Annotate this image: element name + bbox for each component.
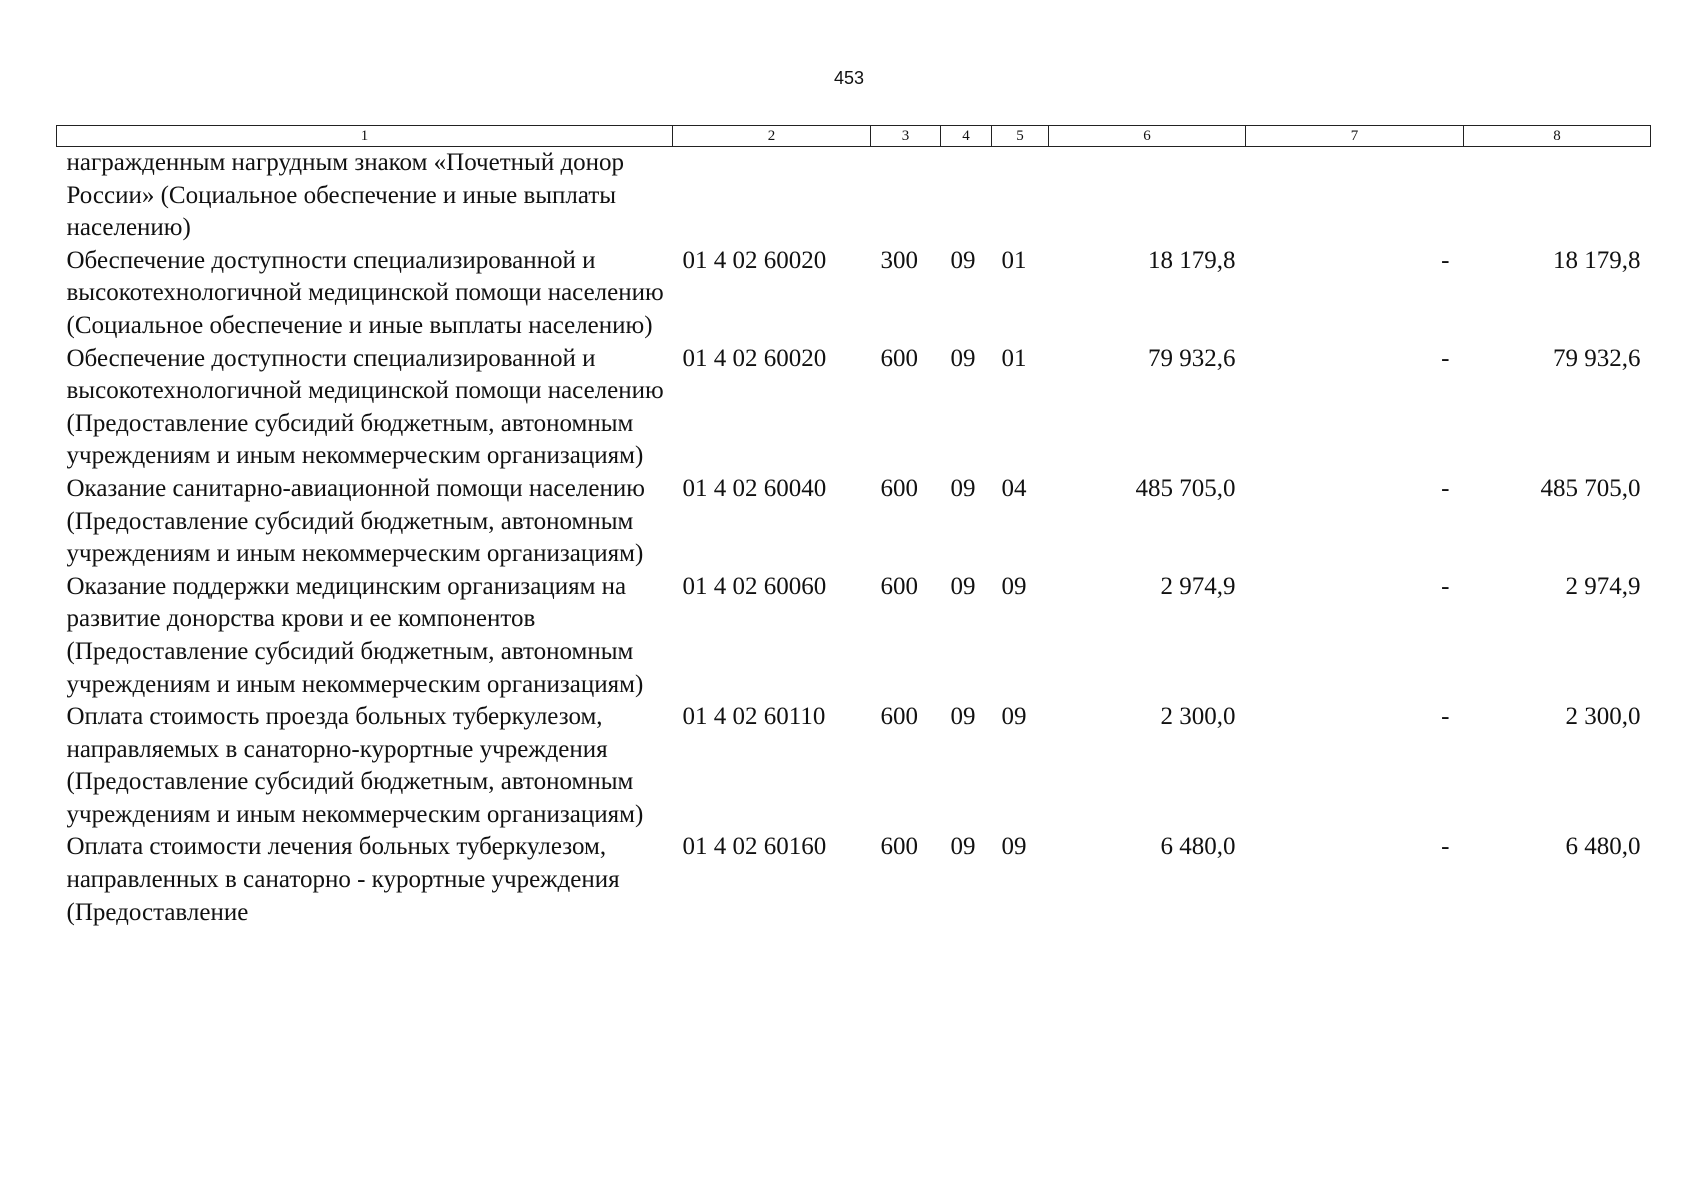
table-row: [57, 831, 1651, 929]
subsection-code: [992, 147, 1049, 245]
table-row: [57, 245, 1651, 343]
amount-cell: -: [1441, 833, 1450, 861]
column-number: 6: [1049, 126, 1246, 147]
amount-cell: 6 480,0: [1160, 833, 1236, 861]
table-header: [57, 126, 1651, 147]
target-article-code: 01 4 02 60160: [682, 833, 827, 861]
target-article-code: 01 4 02 60020: [682, 344, 827, 372]
amount-cell: 6 480,0: [1565, 833, 1641, 861]
table-body: [57, 147, 1651, 930]
column-number: 4: [941, 126, 992, 147]
amount-cell: [1246, 147, 1464, 245]
section-code: [941, 147, 992, 245]
section-code: 09: [950, 344, 976, 372]
expense-type-code: 600: [880, 833, 918, 861]
table-row: [57, 701, 1651, 831]
expense-type-code: 600: [880, 344, 918, 372]
section-code: 09: [950, 474, 976, 502]
amount-cell: 2 974,9: [1565, 572, 1641, 600]
expense-name: награжденным нагрудным знаком «Почетный донор России» (Социальное обеспечение и иные выплаты населению): [66, 149, 625, 242]
amount-cell: -: [1441, 703, 1450, 731]
table-row: [57, 473, 1651, 571]
subsection-code: 09: [1001, 703, 1027, 731]
target-article-code: [673, 147, 871, 245]
amount-cell: -: [1441, 344, 1450, 372]
amount-cell: 485 705,0: [1540, 474, 1641, 502]
table-row: [57, 571, 1651, 701]
target-article-code: 01 4 02 60020: [682, 246, 827, 274]
amount-cell: -: [1441, 572, 1450, 600]
subsection-code: 09: [1001, 833, 1027, 861]
target-article-code: 01 4 02 60060: [682, 572, 827, 600]
column-number: 2: [673, 126, 871, 147]
amount-cell: [1464, 147, 1651, 245]
subsection-code: 01: [1001, 246, 1027, 274]
budget-table: [56, 125, 1651, 929]
section-code: 09: [950, 703, 976, 731]
expense-type-code: 600: [880, 474, 918, 502]
expense-name: Оплата стоимости лечения больных туберкулезом, направленных в санаторно - курортные учреждения (Предоставление: [66, 833, 620, 926]
expense-type-code: 300: [880, 246, 918, 274]
section-code: 09: [950, 246, 976, 274]
amount-cell: -: [1441, 474, 1450, 502]
expense-name: Оплата стоимость проезда больных туберкулезом, направляемых в санаторно-курортные учреждения (Предоставление субсидий бюджетным, автономным учреждениям и иным некоммерческим организациям): [66, 703, 644, 828]
section-code: 09: [950, 572, 976, 600]
expense-name: Обеспечение доступности специализированной и высокотехнологичной медицинской помощи населению (Социальное обеспечение и иные выплаты населению): [66, 246, 664, 339]
column-number: 8: [1464, 126, 1651, 147]
table-row: [57, 147, 1651, 245]
amount-cell: 485 705,0: [1135, 474, 1236, 502]
amount-cell: 2 300,0: [1565, 703, 1641, 731]
expense-type-code: 600: [880, 703, 918, 731]
subsection-code: 09: [1001, 572, 1027, 600]
amount-cell: 79 932,6: [1553, 344, 1641, 372]
target-article-code: 01 4 02 60040: [682, 474, 827, 502]
amount-cell: 2 300,0: [1160, 703, 1236, 731]
column-number: 3: [871, 126, 941, 147]
amount-cell: 2 974,9: [1160, 572, 1236, 600]
expense-name: Оказание поддержки медицинским организациям на развитие донорства крови и ее компонентов (Предоставление субсидий бюджетным, автономным учреждениям и иным некоммерческим организациям): [66, 572, 644, 698]
section-code: 09: [950, 833, 976, 861]
subsection-code: 04: [1001, 474, 1027, 502]
amount-cell: 79 932,6: [1148, 344, 1236, 372]
expense-name: Обеспечение доступности специализированной и высокотехнологичной медицинской помощи населению (Предоставление субсидий бюджетным, автономным учреждениям и иным некоммерческим организациям): [66, 344, 664, 470]
column-number-row: [57, 126, 1651, 147]
column-number: 1: [57, 126, 673, 147]
expense-name: Оказание санитарно-авиационной помощи населению (Предоставление субсидий бюджетным, автономным учреждениям и иным некоммерческим организациям): [66, 474, 645, 568]
subsection-code: 01: [1001, 344, 1027, 372]
amount-cell: [1049, 147, 1246, 245]
amount-cell: 18 179,8: [1148, 246, 1236, 274]
column-number: 7: [1246, 126, 1464, 147]
table-row: [57, 343, 1651, 473]
amount-cell: 18 179,8: [1553, 246, 1641, 274]
expense-type-code: [871, 147, 941, 245]
target-article-code: 01 4 02 60110: [682, 703, 826, 731]
column-number: 5: [992, 126, 1049, 147]
expense-type-code: 600: [880, 572, 918, 600]
page-number: 453: [833, 68, 865, 88]
amount-cell: -: [1441, 246, 1450, 274]
